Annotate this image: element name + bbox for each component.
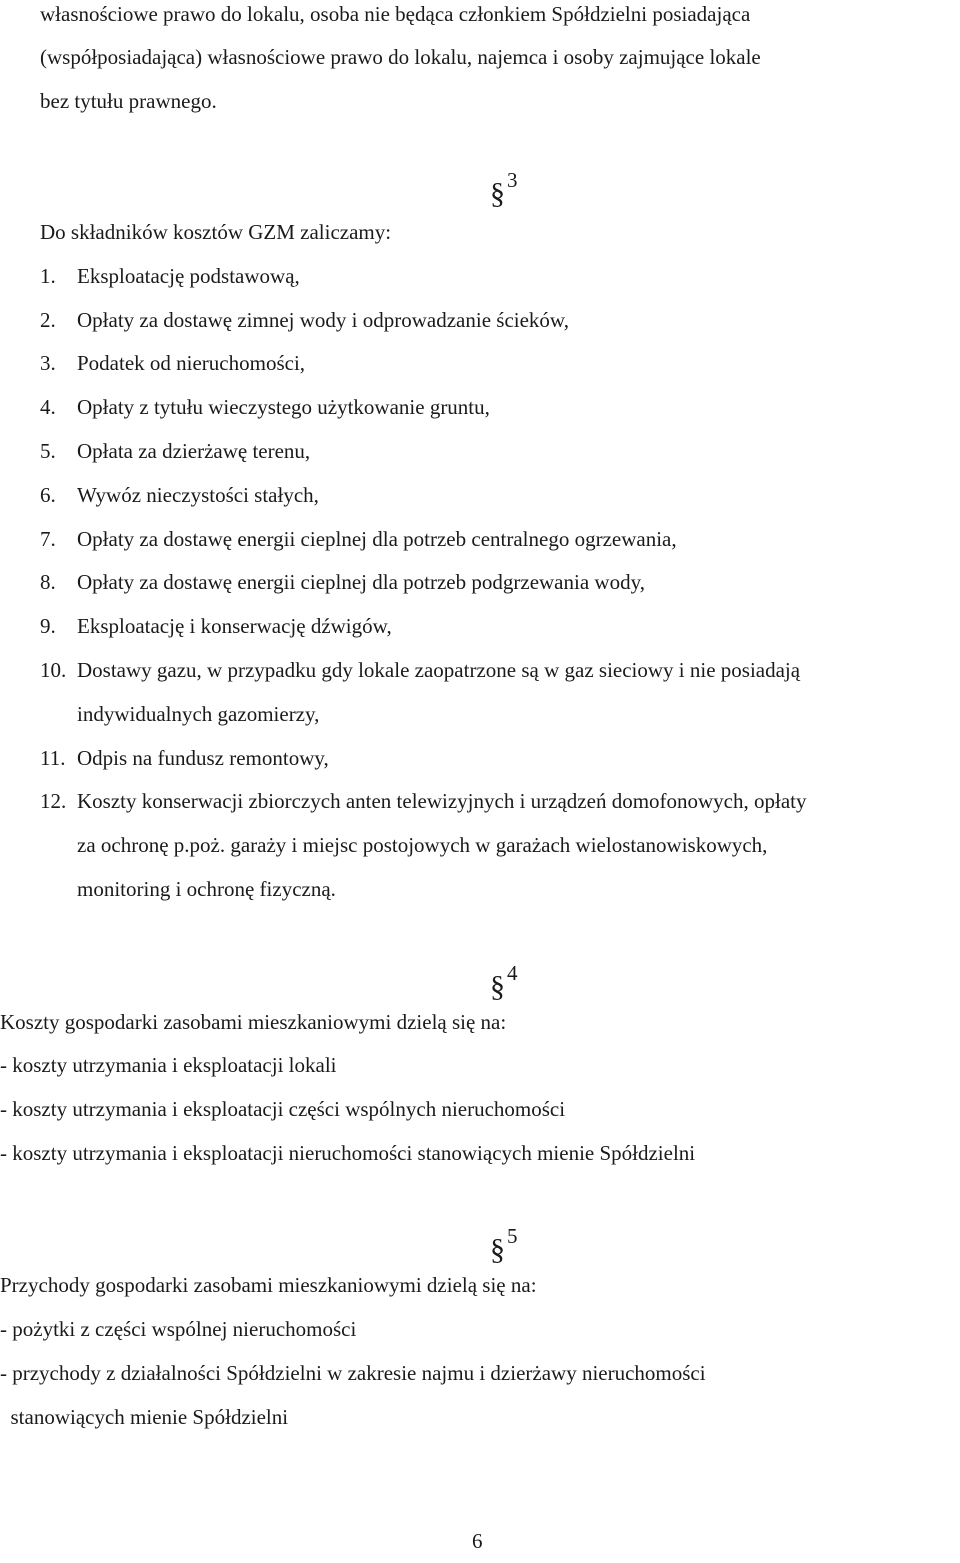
section-number: 4 bbox=[507, 961, 518, 985]
list-item: 6. Wywóz nieczystości stałych, bbox=[40, 483, 319, 507]
section-4-intro: Koszty gospodarki zasobami mieszkaniowymi dzielą się na: bbox=[0, 1010, 507, 1034]
list-item: - koszty utrzymania i eksploatacji lokali bbox=[0, 1053, 337, 1077]
list-item: 3. Podatek od nieruchomości, bbox=[40, 351, 306, 375]
list-item: 12. Koszty konserwacji zbiorczych anten telewizyjnych i urządzeń domofonowych, opłaty bbox=[40, 789, 807, 813]
section-4-heading bbox=[490, 957, 518, 1001]
list-item: - pożytki z części wspólnej nieruchomości bbox=[0, 1317, 357, 1341]
list-item: - koszty utrzymania i eksploatacji nieruchomości stanowiących mienie Spółdzielni bbox=[0, 1141, 696, 1165]
section-symbol: § bbox=[490, 1233, 505, 1266]
section-symbol: § bbox=[490, 970, 505, 1003]
list-item: 4. Opłaty z tytułu wieczystego użytkowanie gruntu, bbox=[40, 395, 490, 419]
intro-line-3: bez tytułu prawnego. bbox=[40, 89, 217, 113]
intro-line-2: (współposiadająca) własnościowe prawo do lokalu, najemca i osoby zajmujące lokale bbox=[40, 45, 761, 69]
list-item-continuation: indywidualnych gazomierzy, bbox=[77, 702, 320, 726]
list-item: - koszty utrzymania i eksploatacji części wspólnych nieruchomości bbox=[0, 1097, 566, 1121]
list-item: 11. Odpis na fundusz remontowy, bbox=[40, 746, 329, 770]
page-number: 6 bbox=[472, 1529, 483, 1553]
list-item: 9. Eksploatację i konserwację dźwigów, bbox=[40, 614, 392, 638]
section-number: 3 bbox=[507, 168, 518, 192]
list-item: - przychody z działalności Spółdzielni w zakresie najmu i dzierżawy nieruchomości bbox=[0, 1361, 706, 1385]
intro-line-1: własnościowe prawo do lokalu, osoba nie będąca członkiem Spółdzielni posiadająca bbox=[40, 2, 751, 26]
list-item: 2. Opłaty za dostawę zimnej wody i odprowadzanie ścieków, bbox=[40, 308, 569, 332]
section-number: 5 bbox=[507, 1224, 518, 1248]
list-item: 1. Eksploatację podstawową, bbox=[40, 264, 300, 288]
section-3-intro: Do składników kosztów GZM zaliczamy: bbox=[40, 220, 392, 244]
section-symbol: § bbox=[490, 177, 505, 210]
list-item-continuation: za ochronę p.poż. garaży i miejsc postojowych w garażach wielostanowiskowych, bbox=[77, 833, 768, 857]
list-item: 10. Dostawy gazu, w przypadku gdy lokale zaopatrzone są w gaz sieciowy i nie posiadają bbox=[40, 658, 801, 682]
section-5-heading bbox=[490, 1220, 518, 1264]
section-3-heading bbox=[490, 164, 518, 208]
list-item: 7. Opłaty za dostawę energii cieplnej dla potrzeb centralnego ogrzewania, bbox=[40, 527, 677, 551]
section-5-intro: Przychody gospodarki zasobami mieszkaniowymi dzielą się na: bbox=[0, 1273, 537, 1297]
list-item: 8. Opłaty za dostawę energii cieplnej dla potrzeb podgrzewania wody, bbox=[40, 570, 645, 594]
list-item: 5. Opłata za dzierżawę terenu, bbox=[40, 439, 311, 463]
list-item-continuation: monitoring i ochronę fizyczną. bbox=[77, 877, 336, 901]
list-item-continuation: stanowiących mienie Spółdzielni bbox=[0, 1405, 289, 1429]
